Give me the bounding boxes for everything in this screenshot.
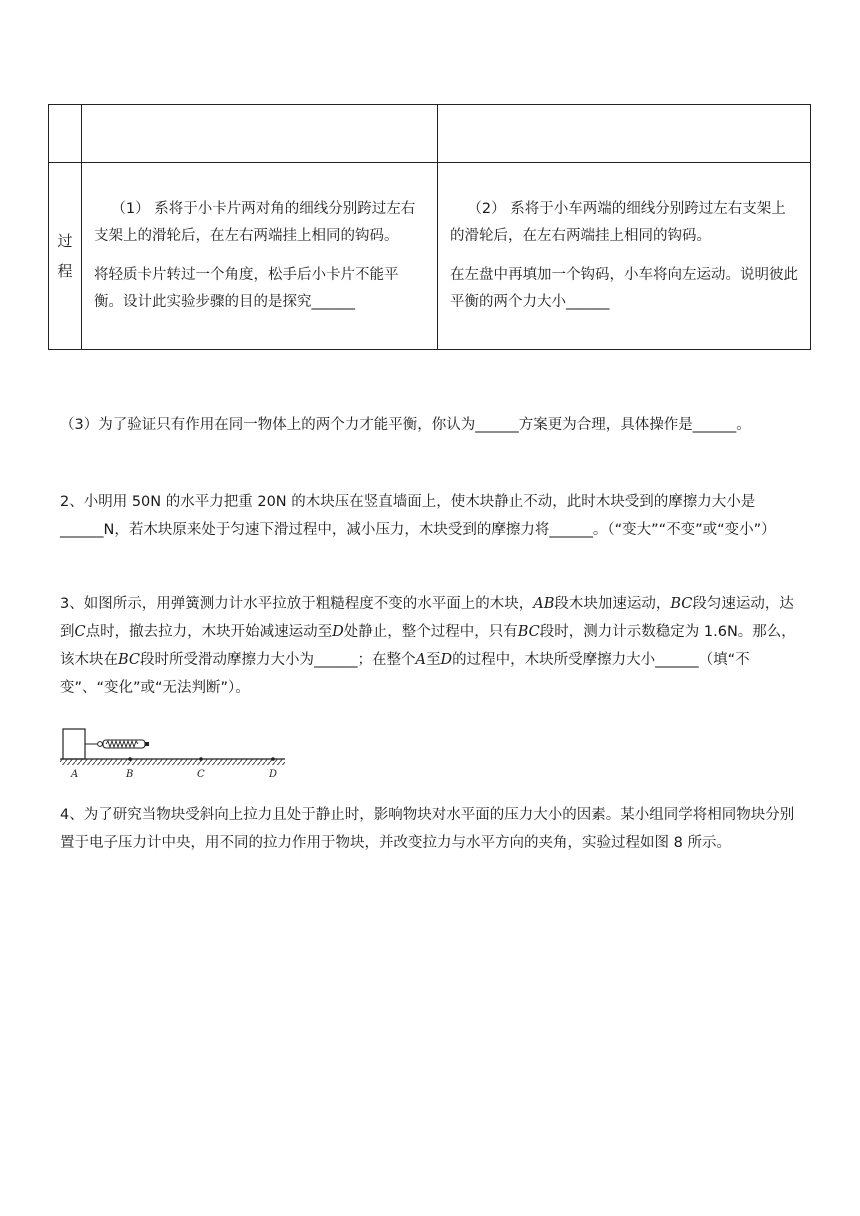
question-1-part-3: （3）为了验证只有作用在同一物体上的两个力才能平衡，你认为______方案更为合理，具体操作是______。 [60, 417, 751, 433]
point-d-marker [271, 757, 275, 761]
q3-bc-3: BC [118, 652, 141, 668]
spring-scale [103, 740, 149, 748]
q3-text-5: 处静止，整个过程中，只有 [343, 624, 518, 640]
scale-hook [98, 742, 103, 747]
q3-text-9: 的过程中，木块所受摩擦力大小______（填“不变”、“变化”或“无法判断”）。 [60, 652, 750, 696]
label-c: C [197, 769, 205, 780]
point-b-marker [128, 757, 132, 761]
label-b: B [126, 769, 134, 780]
table-header-left [82, 105, 438, 163]
process-label-char-1: 过 [57, 232, 73, 250]
ground-hatch [60, 759, 285, 765]
q3-d-2: D [440, 652, 453, 668]
q3-text-1: 3、如图所示，用弹簧测力计水平拉放于粗糙程度不变的水平面上的木块， [60, 596, 534, 612]
q3-ab: AB [533, 596, 555, 612]
q3-text-4: 点时，撤去拉力，木块开始减速运动至 [85, 624, 333, 640]
q3-d: D [332, 624, 344, 640]
experiment-table [48, 104, 811, 350]
process-label [49, 163, 82, 350]
process-label-char-2: 程 [57, 262, 73, 280]
left-scheme-step2: 将轻质卡片转过一个角度，松手后小卡片不能平衡。设计此实验步骤的目的是探究______ [94, 267, 399, 310]
q3-text-7: 段时所受滑动摩擦力大小为______；在整个 [140, 652, 416, 668]
q3-bc-1: BC [670, 596, 693, 612]
q3-text-3: 段匀速运动，达到 [60, 596, 794, 640]
q3-text-8: 至 [426, 652, 441, 668]
label-a: A [71, 769, 79, 780]
spring-scale-block-figure [60, 726, 290, 782]
right-scheme-step2: 在左盘中再填加一个钩码，小车将向左运动。说明彼此平衡的两个力大小______ [450, 267, 798, 310]
q3-c: C [74, 624, 86, 640]
q3-text-2: 段木块加速运动， [554, 596, 671, 612]
table-header-row [49, 105, 811, 163]
table-process-row [49, 163, 811, 350]
wooden-block [63, 729, 85, 759]
left-scheme-step1: （1） 系将于小卡片两对角的细线分别跨过左右支架上的滑轮后，在左右两端挂上相同的钩码。 [94, 201, 416, 244]
right-scheme-cell [438, 163, 811, 350]
q3-text-6: 段时，测力计示数稳定为 1.6N。那么，该木块在 [60, 624, 796, 668]
question-2: 2、小明用 50N 的水平力把重 20N 的木块压在竖直墙面上，使木块静止不动，此时木块受到的摩擦力大小是______N，若木块原来处于匀速下滑过程中，减小压力，木块受到的摩擦力将______。（“变大”“不变”或“变小”） [60, 494, 776, 538]
left-scheme-cell [82, 163, 438, 350]
right-scheme-step1: （2） 系将于小车两端的细线分别跨过左右支架上的滑轮后，在左右两端挂上相同的钩码。 [450, 201, 786, 244]
q3-a: A [415, 652, 427, 668]
table-corner-cell [49, 105, 82, 163]
point-c-marker [199, 757, 203, 761]
table-header-right [438, 105, 811, 163]
label-d: D [269, 769, 278, 780]
question-4: 4、为了研究当物块受斜向上拉力且处于静止时，影响物块对水平面的压力大小的因素。某小组同学将相同物块分别置于电子压力计中央，用不同的拉力作用于物块，并改变拉力与水平方向的夹角，实验过程如图 8 所示。 [60, 807, 795, 851]
question-3 [60, 590, 808, 702]
q3-bc-2: BC [517, 624, 540, 640]
